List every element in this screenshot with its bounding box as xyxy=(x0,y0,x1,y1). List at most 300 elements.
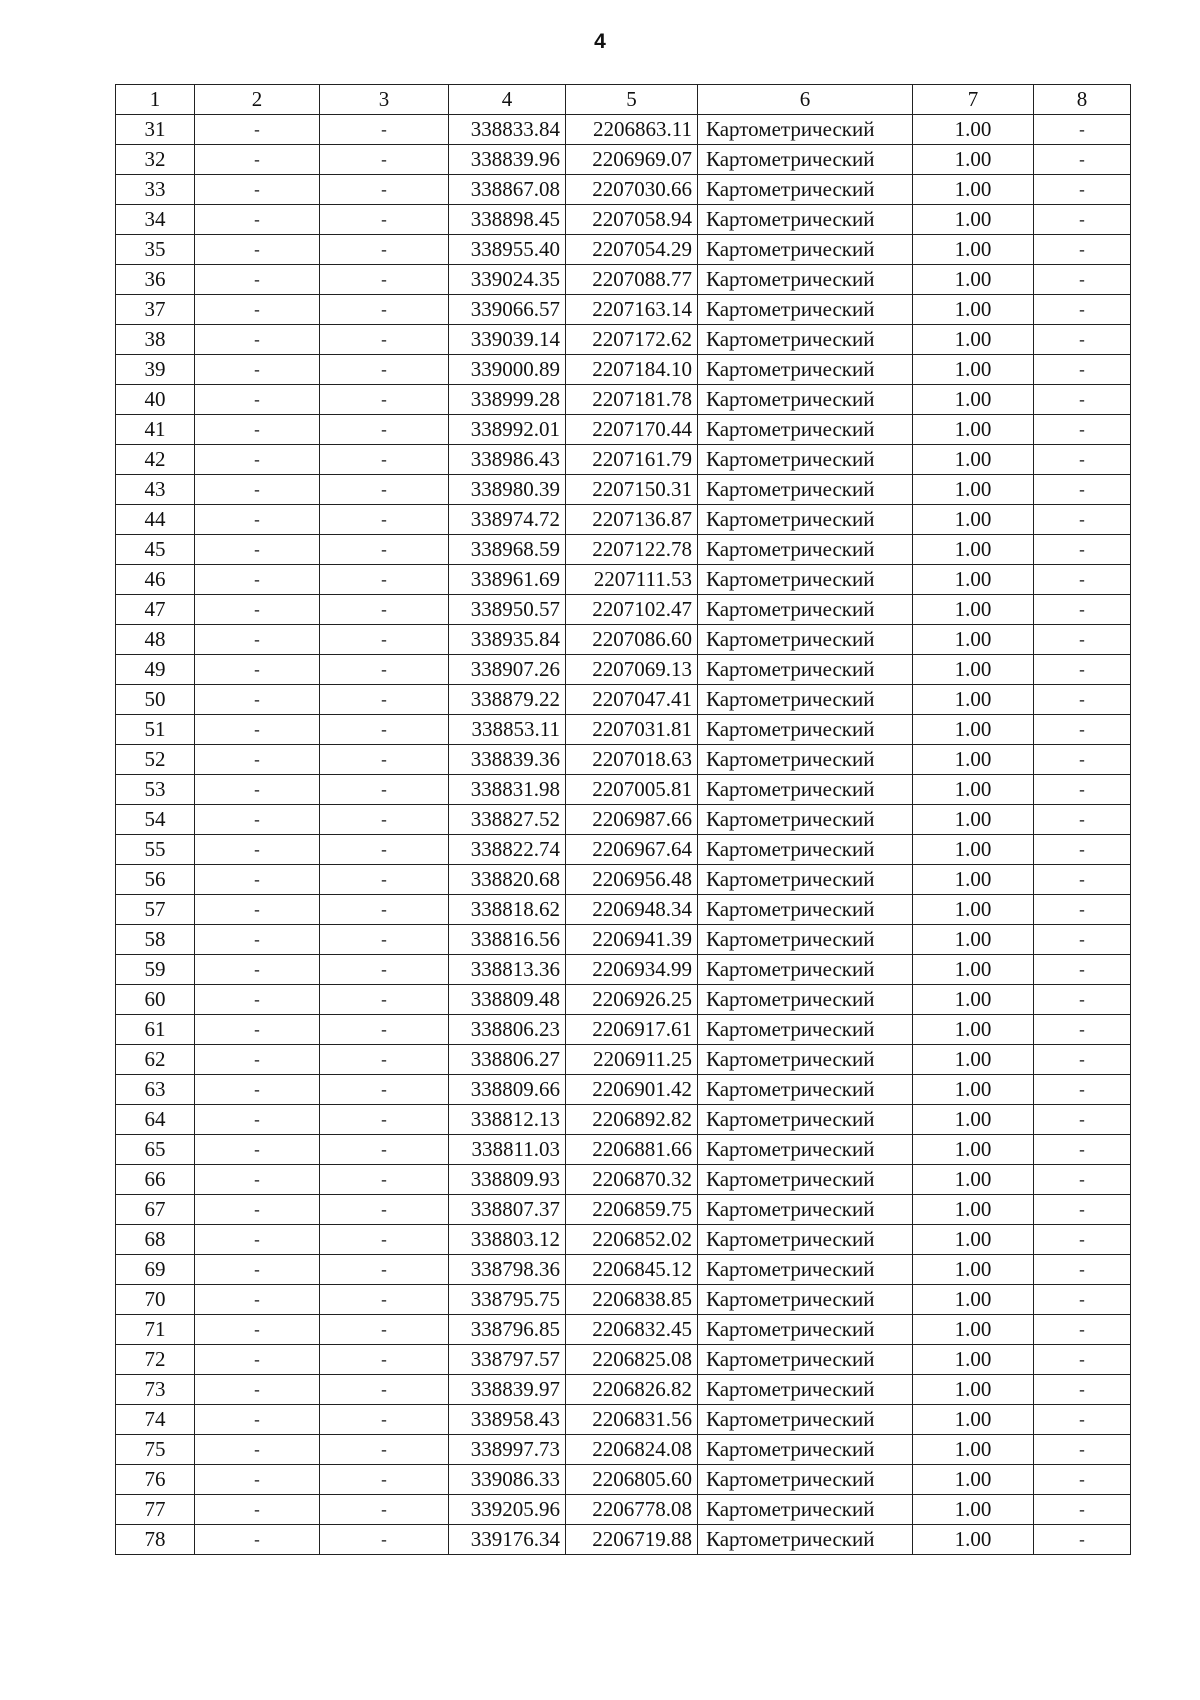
col3-cell: - xyxy=(320,145,449,175)
point-number-cell: 35 xyxy=(116,235,195,265)
col2-cell: - xyxy=(195,1315,320,1345)
y-coordinate-cell: 2206926.25 xyxy=(566,985,698,1015)
col2-cell: - xyxy=(195,1405,320,1435)
method-cell: Картометрический xyxy=(698,235,913,265)
col3-cell: - xyxy=(320,175,449,205)
accuracy-cell: 1.00 xyxy=(913,1375,1034,1405)
x-coordinate-cell: 338803.12 xyxy=(449,1225,566,1255)
y-coordinate-cell: 2206948.34 xyxy=(566,895,698,925)
accuracy-cell: 1.00 xyxy=(913,1345,1034,1375)
table-row xyxy=(116,1105,1131,1135)
col3-cell: - xyxy=(320,1345,449,1375)
col8-cell: - xyxy=(1034,1495,1131,1525)
col2-cell: - xyxy=(195,325,320,355)
table-row xyxy=(116,955,1131,985)
col3-cell: - xyxy=(320,985,449,1015)
col3-cell: - xyxy=(320,1465,449,1495)
col2-cell: - xyxy=(195,985,320,1015)
table-row xyxy=(116,295,1131,325)
col3-cell: - xyxy=(320,355,449,385)
table-row xyxy=(116,1285,1131,1315)
point-number-cell: 73 xyxy=(116,1375,195,1405)
col2-cell: - xyxy=(195,805,320,835)
point-number-cell: 59 xyxy=(116,955,195,985)
col3-cell: - xyxy=(320,865,449,895)
x-coordinate-cell: 338797.57 xyxy=(449,1345,566,1375)
accuracy-cell: 1.00 xyxy=(913,1525,1034,1555)
x-coordinate-cell: 338806.27 xyxy=(449,1045,566,1075)
accuracy-cell: 1.00 xyxy=(913,115,1034,145)
point-number-cell: 69 xyxy=(116,1255,195,1285)
col2-cell: - xyxy=(195,1015,320,1045)
point-number-cell: 75 xyxy=(116,1435,195,1465)
table-row xyxy=(116,1135,1131,1165)
accuracy-cell: 1.00 xyxy=(913,1495,1034,1525)
method-cell: Картометрический xyxy=(698,1525,913,1555)
method-cell: Картометрический xyxy=(698,1435,913,1465)
accuracy-cell: 1.00 xyxy=(913,1315,1034,1345)
accuracy-cell: 1.00 xyxy=(913,205,1034,235)
col3-cell: - xyxy=(320,895,449,925)
y-coordinate-cell: 2206824.08 xyxy=(566,1435,698,1465)
accuracy-cell: 1.00 xyxy=(913,595,1034,625)
column-header: 2 xyxy=(195,85,320,115)
x-coordinate-cell: 339039.14 xyxy=(449,325,566,355)
x-coordinate-cell: 338935.84 xyxy=(449,625,566,655)
table-row xyxy=(116,445,1131,475)
point-number-cell: 56 xyxy=(116,865,195,895)
y-coordinate-cell: 2206956.48 xyxy=(566,865,698,895)
point-number-cell: 45 xyxy=(116,535,195,565)
accuracy-cell: 1.00 xyxy=(913,835,1034,865)
col2-cell: - xyxy=(195,835,320,865)
column-header: 6 xyxy=(698,85,913,115)
accuracy-cell: 1.00 xyxy=(913,655,1034,685)
col3-cell: - xyxy=(320,625,449,655)
x-coordinate-cell: 338809.93 xyxy=(449,1165,566,1195)
point-number-cell: 41 xyxy=(116,415,195,445)
col8-cell: - xyxy=(1034,385,1131,415)
col8-cell: - xyxy=(1034,925,1131,955)
col2-cell: - xyxy=(195,1045,320,1075)
method-cell: Картометрический xyxy=(698,355,913,385)
table-row xyxy=(116,1225,1131,1255)
col3-cell: - xyxy=(320,685,449,715)
point-number-cell: 34 xyxy=(116,205,195,235)
table-row xyxy=(116,895,1131,925)
table-row xyxy=(116,175,1131,205)
x-coordinate-cell: 338827.52 xyxy=(449,805,566,835)
col2-cell: - xyxy=(195,715,320,745)
col3-cell: - xyxy=(320,1285,449,1315)
point-number-cell: 74 xyxy=(116,1405,195,1435)
y-coordinate-cell: 2207172.62 xyxy=(566,325,698,355)
y-coordinate-cell: 2207184.10 xyxy=(566,355,698,385)
table-row xyxy=(116,745,1131,775)
table-row xyxy=(116,325,1131,355)
col3-cell: - xyxy=(320,505,449,535)
accuracy-cell: 1.00 xyxy=(913,445,1034,475)
method-cell: Картометрический xyxy=(698,1375,913,1405)
y-coordinate-cell: 2207005.81 xyxy=(566,775,698,805)
y-coordinate-cell: 2206967.64 xyxy=(566,835,698,865)
x-coordinate-cell: 338822.74 xyxy=(449,835,566,865)
y-coordinate-cell: 2206911.25 xyxy=(566,1045,698,1075)
col2-cell: - xyxy=(195,595,320,625)
table-row xyxy=(116,265,1131,295)
method-cell: Картометрический xyxy=(698,115,913,145)
col2-cell: - xyxy=(195,1525,320,1555)
y-coordinate-cell: 2206845.12 xyxy=(566,1255,698,1285)
y-coordinate-cell: 2206778.08 xyxy=(566,1495,698,1525)
y-coordinate-cell: 2206831.56 xyxy=(566,1405,698,1435)
y-coordinate-cell: 2206901.42 xyxy=(566,1075,698,1105)
point-number-cell: 62 xyxy=(116,1045,195,1075)
method-cell: Картометрический xyxy=(698,565,913,595)
point-number-cell: 38 xyxy=(116,325,195,355)
col8-cell: - xyxy=(1034,265,1131,295)
point-number-cell: 43 xyxy=(116,475,195,505)
x-coordinate-cell: 338980.39 xyxy=(449,475,566,505)
point-number-cell: 53 xyxy=(116,775,195,805)
col2-cell: - xyxy=(195,1075,320,1105)
method-cell: Картометрический xyxy=(698,325,913,355)
table-row xyxy=(116,1195,1131,1225)
col8-cell: - xyxy=(1034,1255,1131,1285)
table-row xyxy=(116,205,1131,235)
method-cell: Картометрический xyxy=(698,1315,913,1345)
table-row xyxy=(116,835,1131,865)
col8-cell: - xyxy=(1034,355,1131,385)
method-cell: Картометрический xyxy=(698,985,913,1015)
y-coordinate-cell: 2206987.66 xyxy=(566,805,698,835)
col2-cell: - xyxy=(195,1435,320,1465)
accuracy-cell: 1.00 xyxy=(913,475,1034,505)
table-row xyxy=(116,1255,1131,1285)
col8-cell: - xyxy=(1034,415,1131,445)
col3-cell: - xyxy=(320,1495,449,1525)
y-coordinate-cell: 2206805.60 xyxy=(566,1465,698,1495)
accuracy-cell: 1.00 xyxy=(913,715,1034,745)
col2-cell: - xyxy=(195,1345,320,1375)
col3-cell: - xyxy=(320,325,449,355)
method-cell: Картометрический xyxy=(698,1405,913,1435)
y-coordinate-cell: 2206917.61 xyxy=(566,1015,698,1045)
accuracy-cell: 1.00 xyxy=(913,1255,1034,1285)
col2-cell: - xyxy=(195,1165,320,1195)
col8-cell: - xyxy=(1034,895,1131,925)
method-cell: Картометрический xyxy=(698,385,913,415)
x-coordinate-cell: 338879.22 xyxy=(449,685,566,715)
x-coordinate-cell: 338986.43 xyxy=(449,445,566,475)
point-number-cell: 50 xyxy=(116,685,195,715)
col2-cell: - xyxy=(195,745,320,775)
point-number-cell: 58 xyxy=(116,925,195,955)
col3-cell: - xyxy=(320,1315,449,1345)
col3-cell: - xyxy=(320,1075,449,1105)
point-number-cell: 55 xyxy=(116,835,195,865)
col8-cell: - xyxy=(1034,295,1131,325)
table-row xyxy=(116,685,1131,715)
accuracy-cell: 1.00 xyxy=(913,1135,1034,1165)
table-row xyxy=(116,715,1131,745)
col2-cell: - xyxy=(195,685,320,715)
method-cell: Картометрический xyxy=(698,1255,913,1285)
y-coordinate-cell: 2207161.79 xyxy=(566,445,698,475)
point-number-cell: 42 xyxy=(116,445,195,475)
table-row xyxy=(116,925,1131,955)
col8-cell: - xyxy=(1034,535,1131,565)
point-number-cell: 65 xyxy=(116,1135,195,1165)
x-coordinate-cell: 339066.57 xyxy=(449,295,566,325)
col8-cell: - xyxy=(1034,745,1131,775)
y-coordinate-cell: 2207018.63 xyxy=(566,745,698,775)
table-row xyxy=(116,985,1131,1015)
y-coordinate-cell: 2206832.45 xyxy=(566,1315,698,1345)
column-header: 4 xyxy=(449,85,566,115)
point-number-cell: 57 xyxy=(116,895,195,925)
accuracy-cell: 1.00 xyxy=(913,295,1034,325)
col8-cell: - xyxy=(1034,175,1131,205)
col2-cell: - xyxy=(195,655,320,685)
col8-cell: - xyxy=(1034,955,1131,985)
col2-cell: - xyxy=(195,625,320,655)
point-number-cell: 39 xyxy=(116,355,195,385)
x-coordinate-cell: 338818.62 xyxy=(449,895,566,925)
col3-cell: - xyxy=(320,415,449,445)
point-number-cell: 70 xyxy=(116,1285,195,1315)
y-coordinate-cell: 2207088.77 xyxy=(566,265,698,295)
table-row xyxy=(116,655,1131,685)
col8-cell: - xyxy=(1034,1375,1131,1405)
col2-cell: - xyxy=(195,895,320,925)
col2-cell: - xyxy=(195,115,320,145)
accuracy-cell: 1.00 xyxy=(913,1075,1034,1105)
col3-cell: - xyxy=(320,1225,449,1255)
point-number-cell: 67 xyxy=(116,1195,195,1225)
col8-cell: - xyxy=(1034,1225,1131,1255)
accuracy-cell: 1.00 xyxy=(913,985,1034,1015)
y-coordinate-cell: 2207163.14 xyxy=(566,295,698,325)
col2-cell: - xyxy=(195,1285,320,1315)
col2-cell: - xyxy=(195,1255,320,1285)
method-cell: Картометрический xyxy=(698,595,913,625)
col2-cell: - xyxy=(195,205,320,235)
page-number: 4 xyxy=(594,30,606,53)
y-coordinate-cell: 2206719.88 xyxy=(566,1525,698,1555)
col2-cell: - xyxy=(195,505,320,535)
accuracy-cell: 1.00 xyxy=(913,1105,1034,1135)
col8-cell: - xyxy=(1034,805,1131,835)
accuracy-cell: 1.00 xyxy=(913,355,1034,385)
method-cell: Картометрический xyxy=(698,1045,913,1075)
point-number-cell: 54 xyxy=(116,805,195,835)
col3-cell: - xyxy=(320,1375,449,1405)
accuracy-cell: 1.00 xyxy=(913,325,1034,355)
col8-cell: - xyxy=(1034,1195,1131,1225)
x-coordinate-cell: 338968.59 xyxy=(449,535,566,565)
col3-cell: - xyxy=(320,445,449,475)
y-coordinate-cell: 2207111.53 xyxy=(566,565,698,595)
table-row xyxy=(116,775,1131,805)
y-coordinate-cell: 2207102.47 xyxy=(566,595,698,625)
point-number-cell: 66 xyxy=(116,1165,195,1195)
method-cell: Картометрический xyxy=(698,775,913,805)
col2-cell: - xyxy=(195,1105,320,1135)
method-cell: Картометрический xyxy=(698,1075,913,1105)
col3-cell: - xyxy=(320,1105,449,1135)
table-row xyxy=(116,115,1131,145)
method-cell: Картометрический xyxy=(698,1285,913,1315)
col8-cell: - xyxy=(1034,1105,1131,1135)
x-coordinate-cell: 338796.85 xyxy=(449,1315,566,1345)
table-row xyxy=(116,1015,1131,1045)
coordinates-table xyxy=(115,84,1131,1555)
accuracy-cell: 1.00 xyxy=(913,745,1034,775)
col8-cell: - xyxy=(1034,1525,1131,1555)
col3-cell: - xyxy=(320,1255,449,1285)
col3-cell: - xyxy=(320,565,449,595)
col8-cell: - xyxy=(1034,235,1131,265)
col8-cell: - xyxy=(1034,1045,1131,1075)
accuracy-cell: 1.00 xyxy=(913,1405,1034,1435)
y-coordinate-cell: 2207058.94 xyxy=(566,205,698,235)
table-row xyxy=(116,595,1131,625)
col3-cell: - xyxy=(320,1405,449,1435)
method-cell: Картометрический xyxy=(698,805,913,835)
col2-cell: - xyxy=(195,1465,320,1495)
col3-cell: - xyxy=(320,1525,449,1555)
point-number-cell: 31 xyxy=(116,115,195,145)
y-coordinate-cell: 2207181.78 xyxy=(566,385,698,415)
col3-cell: - xyxy=(320,655,449,685)
col8-cell: - xyxy=(1034,1465,1131,1495)
table-row xyxy=(116,1435,1131,1465)
col2-cell: - xyxy=(195,475,320,505)
method-cell: Картометрический xyxy=(698,535,913,565)
y-coordinate-cell: 2206852.02 xyxy=(566,1225,698,1255)
y-coordinate-cell: 2206863.11 xyxy=(566,115,698,145)
accuracy-cell: 1.00 xyxy=(913,1285,1034,1315)
table-row xyxy=(116,235,1131,265)
method-cell: Картометрический xyxy=(698,715,913,745)
accuracy-cell: 1.00 xyxy=(913,565,1034,595)
accuracy-cell: 1.00 xyxy=(913,265,1034,295)
point-number-cell: 52 xyxy=(116,745,195,775)
accuracy-cell: 1.00 xyxy=(913,1045,1034,1075)
col2-cell: - xyxy=(195,1375,320,1405)
table-row xyxy=(116,1315,1131,1345)
method-cell: Картометрический xyxy=(698,745,913,775)
col3-cell: - xyxy=(320,595,449,625)
col8-cell: - xyxy=(1034,1285,1131,1315)
y-coordinate-cell: 2206859.75 xyxy=(566,1195,698,1225)
col8-cell: - xyxy=(1034,475,1131,505)
column-header: 1 xyxy=(116,85,195,115)
col8-cell: - xyxy=(1034,1015,1131,1045)
point-number-cell: 48 xyxy=(116,625,195,655)
accuracy-cell: 1.00 xyxy=(913,925,1034,955)
point-number-cell: 77 xyxy=(116,1495,195,1525)
table-header-row xyxy=(116,85,1131,115)
col8-cell: - xyxy=(1034,655,1131,685)
table-row xyxy=(116,1045,1131,1075)
col3-cell: - xyxy=(320,265,449,295)
y-coordinate-cell: 2207136.87 xyxy=(566,505,698,535)
accuracy-cell: 1.00 xyxy=(913,175,1034,205)
col3-cell: - xyxy=(320,835,449,865)
point-number-cell: 68 xyxy=(116,1225,195,1255)
method-cell: Картометрический xyxy=(698,925,913,955)
col3-cell: - xyxy=(320,205,449,235)
col2-cell: - xyxy=(195,145,320,175)
method-cell: Картометрический xyxy=(698,1165,913,1195)
method-cell: Картометрический xyxy=(698,505,913,535)
x-coordinate-cell: 338798.36 xyxy=(449,1255,566,1285)
accuracy-cell: 1.00 xyxy=(913,1195,1034,1225)
method-cell: Картометрический xyxy=(698,175,913,205)
x-coordinate-cell: 338907.26 xyxy=(449,655,566,685)
x-coordinate-cell: 338839.36 xyxy=(449,745,566,775)
x-coordinate-cell: 338974.72 xyxy=(449,505,566,535)
table-row xyxy=(116,865,1131,895)
accuracy-cell: 1.00 xyxy=(913,685,1034,715)
col8-cell: - xyxy=(1034,865,1131,895)
accuracy-cell: 1.00 xyxy=(913,235,1034,265)
x-coordinate-cell: 338813.36 xyxy=(449,955,566,985)
col8-cell: - xyxy=(1034,445,1131,475)
col8-cell: - xyxy=(1034,1345,1131,1375)
col8-cell: - xyxy=(1034,1435,1131,1465)
point-number-cell: 63 xyxy=(116,1075,195,1105)
col3-cell: - xyxy=(320,805,449,835)
col2-cell: - xyxy=(195,175,320,205)
col3-cell: - xyxy=(320,385,449,415)
col8-cell: - xyxy=(1034,505,1131,535)
col3-cell: - xyxy=(320,1195,449,1225)
accuracy-cell: 1.00 xyxy=(913,955,1034,985)
y-coordinate-cell: 2206934.99 xyxy=(566,955,698,985)
point-number-cell: 72 xyxy=(116,1345,195,1375)
x-coordinate-cell: 338898.45 xyxy=(449,205,566,235)
accuracy-cell: 1.00 xyxy=(913,1435,1034,1465)
col3-cell: - xyxy=(320,475,449,505)
col2-cell: - xyxy=(195,955,320,985)
table-row xyxy=(116,1165,1131,1195)
x-coordinate-cell: 338812.13 xyxy=(449,1105,566,1135)
x-coordinate-cell: 338806.23 xyxy=(449,1015,566,1045)
col8-cell: - xyxy=(1034,115,1131,145)
accuracy-cell: 1.00 xyxy=(913,535,1034,565)
table-row xyxy=(116,1375,1131,1405)
col8-cell: - xyxy=(1034,1315,1131,1345)
method-cell: Картометрический xyxy=(698,1015,913,1045)
y-coordinate-cell: 2206838.85 xyxy=(566,1285,698,1315)
col3-cell: - xyxy=(320,955,449,985)
column-header: 3 xyxy=(320,85,449,115)
col8-cell: - xyxy=(1034,835,1131,865)
x-coordinate-cell: 338811.03 xyxy=(449,1135,566,1165)
method-cell: Картометрический xyxy=(698,295,913,325)
y-coordinate-cell: 2206870.32 xyxy=(566,1165,698,1195)
y-coordinate-cell: 2207047.41 xyxy=(566,685,698,715)
col3-cell: - xyxy=(320,535,449,565)
column-header: 5 xyxy=(566,85,698,115)
method-cell: Картометрический xyxy=(698,865,913,895)
x-coordinate-cell: 338867.08 xyxy=(449,175,566,205)
x-coordinate-cell: 338997.73 xyxy=(449,1435,566,1465)
x-coordinate-cell: 338807.37 xyxy=(449,1195,566,1225)
